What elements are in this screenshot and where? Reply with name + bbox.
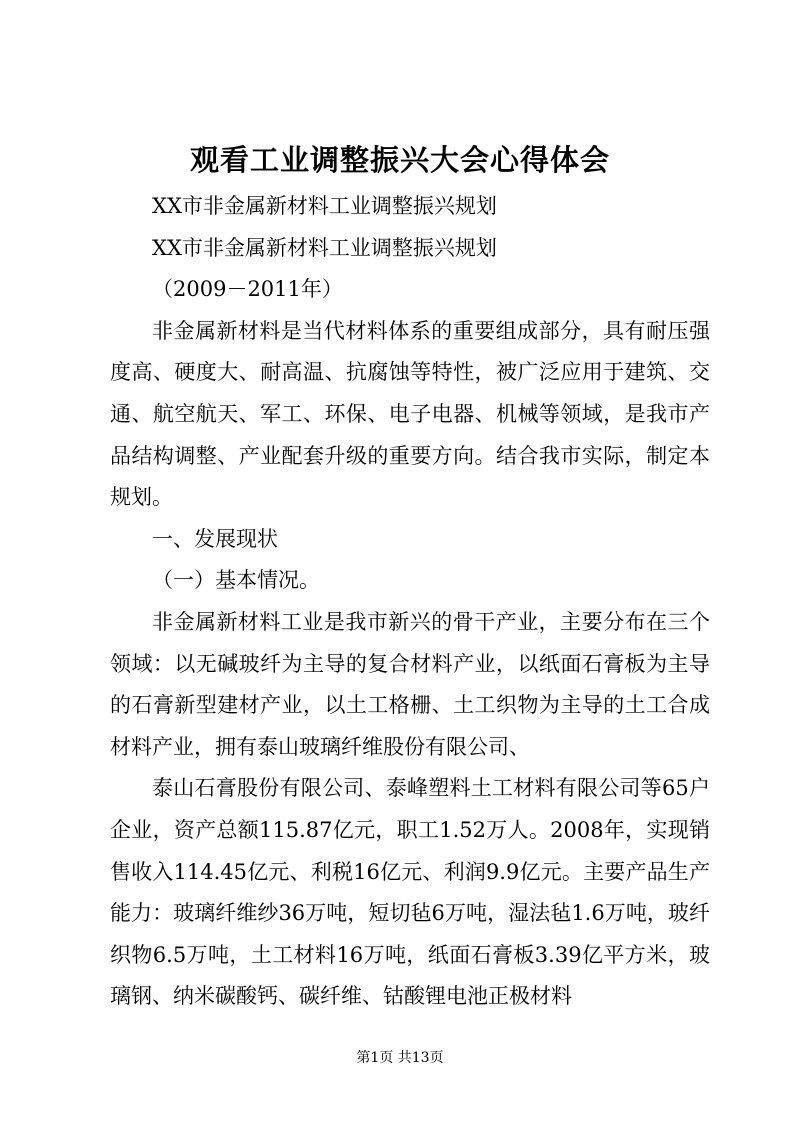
subsection-heading: （一）基本情况。 [152, 568, 320, 593]
page-number-footer: 第1页 共13页 [356, 1050, 444, 1066]
document-body [110, 186, 710, 1018]
plan-name-line: XX市非金属新材料工业调整振兴规划 [152, 194, 497, 218]
plan-name-line: XX市非金属新材料工业调整振兴规划 [152, 235, 497, 260]
document-title: 观看工业调整振兴大会心得体会 [189, 143, 610, 177]
section-heading: 一、发展现状 [152, 526, 278, 551]
intro-paragraph: 非金属新材料是当代材料体系的重要组成部分，具有耐压强度高、硬度大、耐高温、抗腐蚀等特性，被广泛应用于建筑、交通、航空航天、军工、环保、电子电器、机械等领域，是我市产品结构调整、产业配套升级的重要方向。结合我市实际，制定本规划。 [110, 318, 710, 510]
body-paragraph: 泰山石膏股份有限公司、泰峰塑料土工材料有限公司等65户企业，资产总额115.87亿元，职工1.52万人。2008年，实现销售收入114.45亿元、利税16亿元、利润9.9亿元。主要产品生产能力：玻璃纤维纱36万吨，短切毡6万吨，湿法毡1.6万吨，玻纤织物6.5万吨，土工材料16万吨，纸面石膏板3.39亿平方米，玻璃钢、纳米碳酸钙、碳纤维、钴酸锂电池正极材料 [110, 776, 710, 1009]
plan-period-line: （2009－2011年） [152, 277, 343, 302]
body-paragraph: 非金属新材料工业是我市新兴的骨干产业，主要分布在三个领域：以无碱玻纤为主导的复合材料产业，以纸面石膏板为主导的石膏新型建材产业，以土工格栅、土工织物为主导的土工合成材料产业，拥有泰山玻璃纤维股份有限公司、 [110, 609, 710, 759]
